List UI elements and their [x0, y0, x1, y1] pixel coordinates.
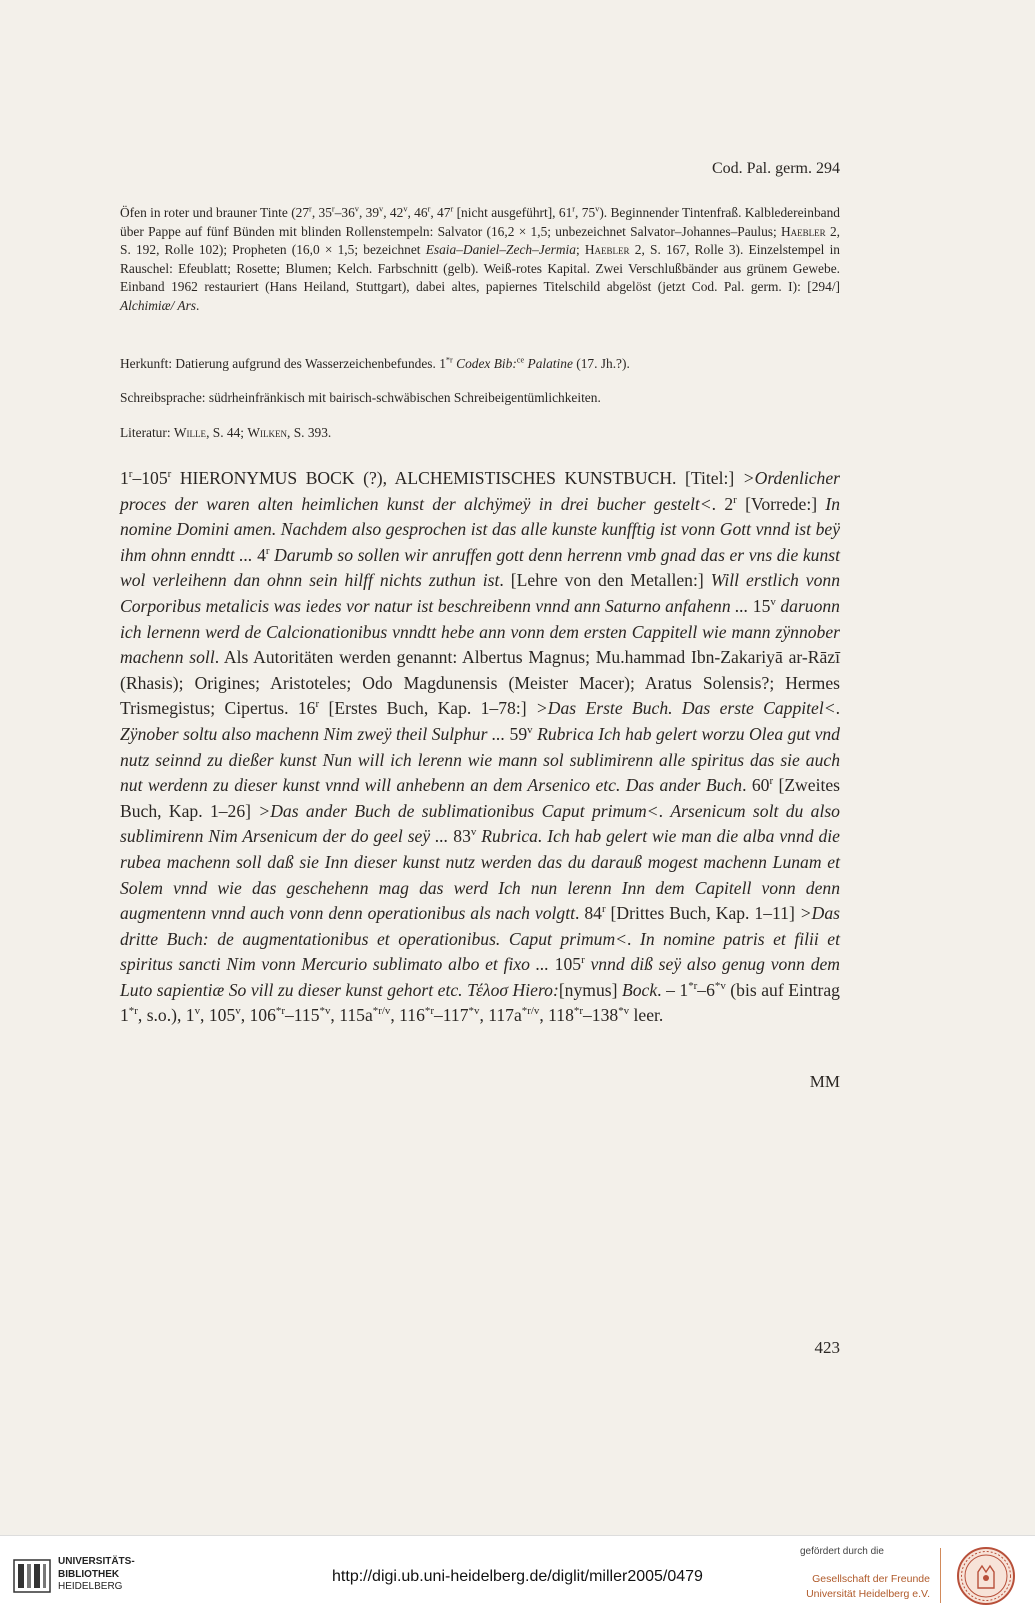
- entry-paragraph: 1$^r$–105$^r$ HIERONYMUS BOCK (?), ALCHEMISTISCHES KUNSTBUCH. [Titel:] >Ordenlicher proces der waren alten heimlichen kunst der alchÿmeÿ in drei bucher gestelt<. 2$^r$ [Vorrede:] In nomine Domini amen. Nachdem also gesprochen ist das alle kunste kunfftig ist vonn Gott vnnd ist beÿ ihm ohnn enndtt ... 4$^r$ Darumb so sollen wir anruffen gott denn herrenn vmb gnad das er vns die kunst wol verleihenn dan ohnn sein hilff nichts zuthun ist. [Lehre von den Metallen:] Will erstlich vonn Corporibus metalicis was iedes vor natur ist beschreibenn vnnd ann Saturno anfahenn ... 15$^v$ daruonn ich lernenn werd de Calcionationibus vnndtt hebe ann vonn dem ersten Cappitell wie mann zÿnnober machenn soll. Als Autoritäten werden genannt: Albertus Magnus; Mu.hammad Ibn-Zakariyā ar-Rāzī (Rhasis); Origines; Aristoteles; Odo Magdunensis (Meister Macer); Aratus Solensis?; Hermes Trismegistus; Cipertus. 16$^r$ [Erstes Buch, Kap. 1–78:] >Das Erste Buch. Das erste Cappitel<. Zÿnober soltu also machenn Nim zweÿ theil Sulphur ... 59$^v$ Rubrica Ich hab gelert worzu Olea gut vnd nutz seinnd zu dießer kunst Nun will ich lerenn wie mann sol sublimirenn alle spiritus das sie auch nut werdenn zu dieser kunst vnnd will anhebenn an dem Arsenico etc. Das ander Buch. 60$^r$ [Zweites Buch, Kap. 1–26] >Das ander Buch de sublimationibus Caput primum<. Arsenicum solt du also sublimirenn Nim Arsenicum der do geel seÿ ... 83$^v$ Rubrica. Ich hab gelert wie man die alba vnnd die rubea machenn soll daß sie Inn dieser kunst nutz werden das du darauß mogest machenn Lunam et Solem vnnd wie das geschehenn mag das werd Ich nun lerenn Inn dem Capitell vonn denn augmentenn vnnd auch vonn denn operationibus als nach volgtt. 84$^r$ [Drittes Buch, Kap. 1–11] >Das dritte Buch: de augmentationibus et operationibus. Caput primum<. In nomine patris et filii et spiritus sancti Nim vonn Mercurio sublimato albo et fixo ... 105$^r$ vnnd diß seÿ also genug vonn dem Luto sapientiæ So vill zu dieser kunst gehort etc. Τέλοσ Hiero:[nymus] Bock. – 1$^{*r}$–6$^{*v}$ (bis auf Eintrag 1$^{*r}$, s.o.), 1$^v$, 105$^v$, 106$^{*r}$–115$^{*v}$, $115a^{*r/v}$, 116$^{*r}$–117$^{*v}$, $117a^{*r/v}$, 118$^{*r}$–138$^{*v}$ leer.: [120, 468, 841, 1026]
- schreibsprache-line: Schreibsprache: südrheinfränkisch mit bairisch-schwäbischen Schreibeigentümlichkeiten.: [120, 390, 601, 405]
- page-number: 423: [814, 1338, 840, 1357]
- sponsor-label: gefördert durch die: [800, 1546, 884, 1557]
- page-url-link[interactable]: http://digi.ub.uni-heidelberg.de/diglit/miller2005/0479: [332, 1568, 703, 1585]
- literatur-line: Literatur: Wille, S. 44; Wilken, S. 393.: [120, 425, 332, 440]
- sponsor-name: Gesellschaft der Freunde Universität Heidelberg e.V.: [806, 1573, 930, 1600]
- codicological-description: [120, 204, 840, 316]
- shelfmark-header: Cod. Pal. germ. 294: [712, 160, 840, 177]
- herkunft-line: Herkunft: Datierung aufgrund des Wasserzeichenbefundes. 1$^{*r}$ Codex Bib:$^{ce}$ Palatine (17. Jh.?).: [120, 355, 630, 371]
- author-initials: MM: [809, 1072, 840, 1091]
- sponsor-divider: [940, 1548, 941, 1603]
- content-entry: [120, 466, 840, 1029]
- binding-paragraph: Öfen in roter und brauner Tinte (27$^r$, 35$^r$–36$^v$, 39$^v$, 42$^v$, 46$^r$, 47$^r$ [nicht ausgeführt], 61$^r$, 75$^v$). Beginnender Tintenfraß. Kalbledereinband über Pappe auf fünf Bünden mit blinden Rollenstempeln: Salvator (16,2 × 1,5; unbezeichnet Salvator–Johannes–Paulus; Haebler 2, S. 192, Rolle 102); Propheten (16,0 × 1,5; bezeichnet Esaia–Daniel–Zech–Jermia; Haebler 2, S. 167, Rolle 3). Einzelstempel in Rauschel: Efeublatt; Rosette; Blumen; Kelch. Farbschnitt (gelb). Weiß-rotes Kapital. Zwei Verschlußbänder aus grünem Gewebe. Einband 1962 restauriert (Hans Heiland, Stuttgart), dabei altes, papiernes Titelschild abgelöst (jetzt Cod. Pal. germ. I): [294/] Alchimiæ/ Ars.: [120, 204, 840, 313]
- footer-bar: [0, 1535, 1035, 1613]
- university-seal-icon: [956, 1546, 1016, 1606]
- library-name: UNIVERSITÄTS- BIBLIOTHEK HEIDELBERG: [58, 1556, 135, 1592]
